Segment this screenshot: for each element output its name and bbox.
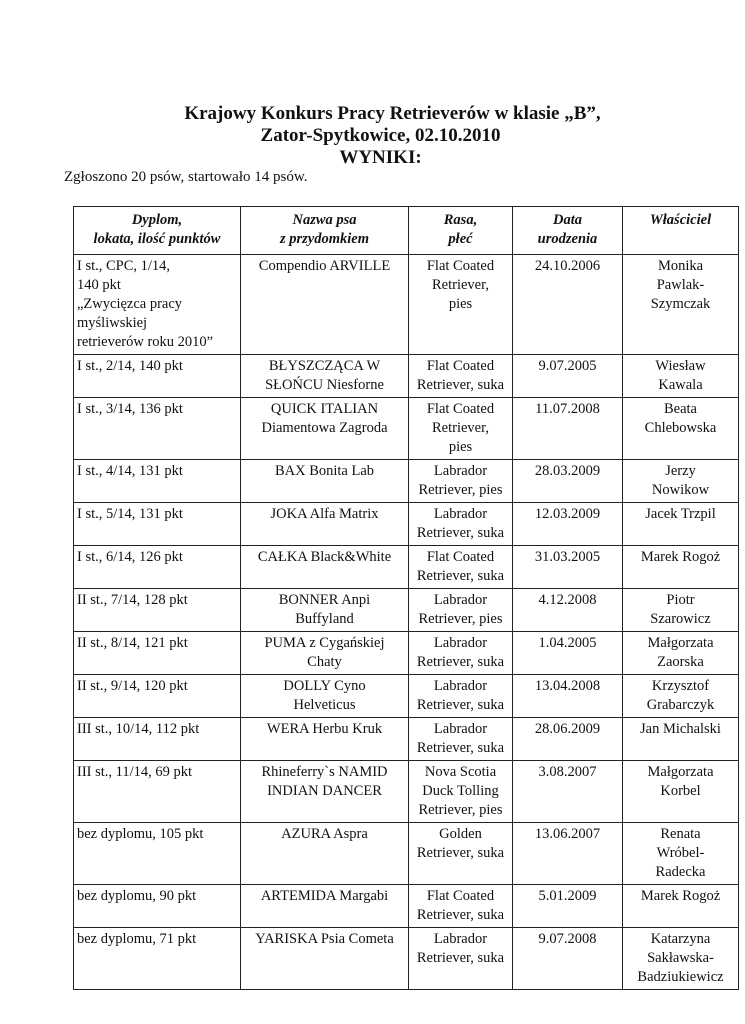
cell-wlasciciel-line: Krzysztof (651, 678, 710, 694)
table-row (74, 632, 739, 675)
entries-summary: Zgłoszono 20 psów, startowało 14 psów. (64, 169, 308, 185)
cell-wlasciciel (623, 255, 739, 355)
cell-nazwa-psa (241, 928, 409, 990)
document-title: Krajowy Konkurs Pracy Retrieverów w klasie „B”, (184, 103, 601, 124)
cell-rasa-line: Flat Coated (426, 549, 495, 565)
table-row (74, 398, 739, 460)
cell-rasa (409, 675, 513, 718)
cell-rasa (409, 460, 513, 503)
cell-nazwa-psa (241, 632, 409, 675)
cell-wlasciciel-line: Zaorska (657, 654, 704, 670)
cell-nazwa-psa-line: BONNER Anpi (278, 592, 371, 608)
header-nazwa: Nazwa psa z przydomkiem (241, 207, 409, 255)
cell-nazwa-psa-line: Chaty (307, 654, 342, 670)
cell-rasa (409, 885, 513, 928)
cell-rasa-line: Retriever, suka (416, 907, 505, 923)
cell-wlasciciel (623, 885, 739, 928)
cell-dyplom-line: bez dyplomu, 90 pkt (77, 888, 197, 904)
cell-dyplom (74, 928, 241, 990)
cell-rasa-line: pies (448, 296, 473, 312)
cell-data-urodzenia (513, 823, 623, 885)
cell-nazwa-psa (241, 255, 409, 355)
cell-wlasciciel-line: Małgorzata (647, 635, 714, 651)
cell-rasa-line: Labrador (433, 463, 488, 479)
cell-wlasciciel-line: Wiesław (655, 358, 706, 374)
cell-data-urodzenia-value: 28.03.2009 (534, 463, 601, 479)
cell-dyplom-line: myśliwskiej (77, 315, 148, 331)
table-row (74, 546, 739, 589)
cell-wlasciciel-line: Radecka (655, 864, 706, 880)
cell-wlasciciel-line: Sakławska- (647, 950, 714, 966)
cell-wlasciciel-line: Jerzy (665, 463, 696, 479)
cell-rasa-line: Retriever, suka (416, 377, 505, 393)
event-place-date: Zator-Spytkowice, 02.10.2010 (260, 125, 501, 146)
cell-wlasciciel-line: Badziukiewicz (637, 969, 724, 985)
cell-data-urodzenia (513, 632, 623, 675)
cell-wlasciciel (623, 632, 739, 675)
cell-data-urodzenia (513, 546, 623, 589)
cell-wlasciciel-line: Chlebowska (644, 420, 717, 436)
cell-nazwa-psa-line: YARISKA Psia Cometa (255, 931, 394, 947)
cell-rasa (409, 355, 513, 398)
cell-wlasciciel (623, 675, 739, 718)
cell-nazwa-psa (241, 823, 409, 885)
cell-rasa-line: Retriever, suka (416, 740, 505, 756)
cell-rasa-line: pies (448, 439, 473, 455)
cell-rasa-line: Retriever, pies (418, 611, 503, 627)
cell-dyplom (74, 589, 241, 632)
cell-data-urodzenia (513, 355, 623, 398)
cell-nazwa-psa-line: AZURA Aspra (281, 826, 368, 842)
cell-wlasciciel (623, 928, 739, 990)
cell-data-urodzenia-value: 11.07.2008 (535, 401, 600, 417)
cell-wlasciciel (623, 546, 739, 589)
results-heading: WYNIKI: (339, 147, 422, 168)
cell-data-urodzenia (513, 761, 623, 823)
cell-nazwa-psa-line: Compendio ARVILLE (258, 258, 391, 274)
cell-data-urodzenia-value: 9.07.2008 (538, 931, 597, 947)
cell-wlasciciel (623, 589, 739, 632)
cell-data-urodzenia (513, 398, 623, 460)
cell-dyplom-line: II st., 9/14, 120 pkt (77, 678, 188, 694)
cell-rasa-line: Nova Scotia (424, 764, 497, 780)
cell-dyplom-line: „Zwycięzca pracy (77, 296, 183, 312)
table-header-row (74, 207, 739, 255)
cell-nazwa-psa (241, 355, 409, 398)
cell-nazwa-psa-line: Helveticus (293, 697, 356, 713)
header-data: Data urodzenia (513, 207, 623, 255)
cell-dyplom-line: I st., CPC, 1/14, (77, 258, 171, 274)
cell-dyplom (74, 632, 241, 675)
cell-dyplom-line: I st., 4/14, 131 pkt (77, 463, 183, 479)
table-row (74, 885, 739, 928)
cell-rasa-line: Duck Tolling (422, 783, 499, 799)
cell-wlasciciel-line: Piotr (666, 592, 695, 608)
cell-dyplom (74, 823, 241, 885)
cell-wlasciciel-line: Wróbel- (656, 845, 705, 861)
cell-nazwa-psa-line: QUICK ITALIAN (270, 401, 379, 417)
cell-rasa-line: Retriever, pies (418, 482, 503, 498)
cell-rasa-line: Flat Coated (426, 358, 495, 374)
cell-rasa-line: Retriever, suka (416, 845, 505, 861)
table-row (74, 460, 739, 503)
cell-data-urodzenia (513, 718, 623, 761)
cell-rasa (409, 632, 513, 675)
cell-data-urodzenia-value: 24.10.2006 (534, 258, 601, 274)
header-rasa: Rasa, płeć (409, 207, 513, 255)
cell-dyplom (74, 885, 241, 928)
cell-nazwa-psa-line: BŁYSZCZĄCA W (268, 358, 381, 374)
cell-data-urodzenia-value: 13.06.2007 (534, 826, 601, 842)
cell-dyplom (74, 675, 241, 718)
cell-data-urodzenia (513, 460, 623, 503)
cell-wlasciciel (623, 460, 739, 503)
cell-nazwa-psa (241, 885, 409, 928)
table-row (74, 503, 739, 546)
cell-dyplom (74, 355, 241, 398)
cell-rasa-line: Retriever, suka (416, 950, 505, 966)
cell-wlasciciel (623, 355, 739, 398)
table-row (74, 355, 739, 398)
cell-wlasciciel-line: Renata (660, 826, 701, 842)
cell-dyplom-line: I st., 2/14, 140 pkt (77, 358, 183, 374)
cell-dyplom-line: III st., 10/14, 112 pkt (77, 721, 200, 737)
cell-nazwa-psa (241, 718, 409, 761)
cell-nazwa-psa-line: INDIAN DANCER (267, 783, 382, 799)
cell-rasa-line: Labrador (433, 931, 488, 947)
cell-rasa-line: Retriever, pies (418, 802, 503, 818)
cell-wlasciciel-line: Korbel (660, 783, 701, 799)
cell-rasa-line: Retriever, suka (416, 568, 505, 584)
cell-rasa (409, 398, 513, 460)
cell-rasa-line: Retriever, suka (416, 525, 505, 541)
cell-wlasciciel-line: Beata (663, 401, 697, 417)
cell-data-urodzenia-value: 13.04.2008 (534, 678, 601, 694)
cell-data-urodzenia-value: 31.03.2005 (534, 549, 601, 565)
cell-data-urodzenia-value: 1.04.2005 (538, 635, 597, 651)
cell-data-urodzenia-value: 3.08.2007 (538, 764, 597, 780)
cell-nazwa-psa (241, 761, 409, 823)
cell-wlasciciel-line: Marek Rogoż (640, 888, 721, 904)
cell-nazwa-psa-line: Buffyland (295, 611, 354, 627)
cell-dyplom-line: II st., 8/14, 121 pkt (77, 635, 188, 651)
cell-dyplom-line: bez dyplomu, 71 pkt (77, 931, 197, 947)
cell-rasa (409, 255, 513, 355)
cell-data-urodzenia (513, 255, 623, 355)
cell-nazwa-psa (241, 546, 409, 589)
cell-nazwa-psa (241, 503, 409, 546)
cell-wlasciciel (623, 718, 739, 761)
cell-data-urodzenia-value: 12.03.2009 (534, 506, 601, 522)
cell-rasa-line: Retriever, suka (416, 654, 505, 670)
cell-dyplom-line: I st., 5/14, 131 pkt (77, 506, 183, 522)
cell-nazwa-psa-line: BAX Bonita Lab (274, 463, 375, 479)
cell-wlasciciel-line: Szarowicz (650, 611, 711, 627)
cell-dyplom-line: bez dyplomu, 105 pkt (77, 826, 204, 842)
cell-wlasciciel-line: Nowikow (651, 482, 710, 498)
cell-nazwa-psa (241, 589, 409, 632)
cell-data-urodzenia (513, 589, 623, 632)
cell-wlasciciel-line: Jacek Trzpil (645, 506, 716, 522)
cell-dyplom-line: I st., 6/14, 126 pkt (77, 549, 183, 565)
cell-data-urodzenia-value: 28.06.2009 (534, 721, 601, 737)
cell-nazwa-psa-line: CAŁKA Black&White (257, 549, 392, 565)
cell-rasa-line: Labrador (433, 592, 488, 608)
results-table (73, 206, 739, 990)
cell-nazwa-psa-line: DOLLY Cyno (283, 678, 366, 694)
cell-dyplom-line: 140 pkt (77, 277, 121, 293)
cell-dyplom (74, 255, 241, 355)
cell-nazwa-psa-line: Rhineferry`s NAMID (261, 764, 388, 780)
cell-nazwa-psa-line: ARTEMIDA Margabi (260, 888, 389, 904)
cell-wlasciciel-line: Jan Michalski (640, 721, 721, 737)
cell-rasa (409, 823, 513, 885)
cell-data-urodzenia-value: 9.07.2005 (538, 358, 597, 374)
table-row (74, 675, 739, 718)
table-row (74, 823, 739, 885)
cell-rasa-line: Flat Coated (426, 401, 495, 417)
header-dyplom: Dyplom, lokata, ilość punktów (74, 207, 241, 255)
cell-rasa-line: Retriever, suka (416, 697, 505, 713)
cell-rasa-line: Labrador (433, 678, 488, 694)
cell-rasa (409, 503, 513, 546)
cell-nazwa-psa-line: JOKA Alfa Matrix (270, 506, 379, 522)
cell-nazwa-psa (241, 675, 409, 718)
cell-nazwa-psa-line: WERA Herbu Kruk (266, 721, 383, 737)
cell-dyplom-line: retrieverów roku 2010” (77, 334, 214, 350)
table-row (74, 589, 739, 632)
table-row (74, 928, 739, 990)
cell-wlasciciel-line: Szymczak (650, 296, 711, 312)
table-row (74, 718, 739, 761)
cell-dyplom (74, 398, 241, 460)
cell-rasa-line: Labrador (433, 721, 488, 737)
cell-rasa-line: Labrador (433, 506, 488, 522)
cell-dyplom (74, 503, 241, 546)
cell-wlasciciel-line: Małgorzata (647, 764, 714, 780)
cell-data-urodzenia (513, 675, 623, 718)
cell-dyplom (74, 460, 241, 503)
cell-rasa (409, 589, 513, 632)
cell-rasa-line: Retriever, (432, 420, 489, 436)
cell-rasa-line: Retriever, (432, 277, 489, 293)
cell-wlasciciel-line: Marek Rogoż (640, 549, 721, 565)
cell-wlasciciel-line: Pawlak- (656, 277, 705, 293)
cell-data-urodzenia-value: 5.01.2009 (538, 888, 597, 904)
cell-nazwa-psa (241, 460, 409, 503)
cell-rasa (409, 928, 513, 990)
cell-wlasciciel (623, 761, 739, 823)
cell-rasa (409, 546, 513, 589)
cell-wlasciciel (623, 823, 739, 885)
cell-data-urodzenia-value: 4.12.2008 (538, 592, 597, 608)
cell-nazwa-psa-line: SŁOŃCU Niesforne (265, 377, 384, 393)
cell-wlasciciel (623, 398, 739, 460)
cell-rasa (409, 761, 513, 823)
cell-dyplom (74, 546, 241, 589)
cell-data-urodzenia (513, 503, 623, 546)
header-wlasciciel: Właściciel (623, 207, 739, 255)
cell-rasa (409, 718, 513, 761)
table-row (74, 761, 739, 823)
cell-rasa-line: Flat Coated (426, 888, 495, 904)
cell-nazwa-psa-line: PUMA z Cygańskiej (264, 635, 385, 651)
cell-data-urodzenia (513, 885, 623, 928)
cell-dyplom (74, 761, 241, 823)
cell-rasa-line: Labrador (433, 635, 488, 651)
cell-wlasciciel-line: Katarzyna (650, 931, 711, 947)
cell-rasa-line: Flat Coated (426, 258, 495, 274)
cell-dyplom (74, 718, 241, 761)
cell-dyplom-line: I st., 3/14, 136 pkt (77, 401, 183, 417)
cell-rasa-line: Golden (439, 826, 482, 842)
cell-wlasciciel-line: Monika (657, 258, 704, 274)
cell-nazwa-psa (241, 398, 409, 460)
table-row (74, 255, 739, 355)
cell-nazwa-psa-line: Diamentowa Zagroda (261, 420, 388, 436)
cell-dyplom-line: III st., 11/14, 69 pkt (77, 764, 193, 780)
cell-wlasciciel (623, 503, 739, 546)
cell-dyplom-line: II st., 7/14, 128 pkt (77, 592, 188, 608)
cell-wlasciciel-line: Grabarczyk (646, 697, 715, 713)
cell-data-urodzenia (513, 928, 623, 990)
cell-wlasciciel-line: Kawala (658, 377, 703, 393)
